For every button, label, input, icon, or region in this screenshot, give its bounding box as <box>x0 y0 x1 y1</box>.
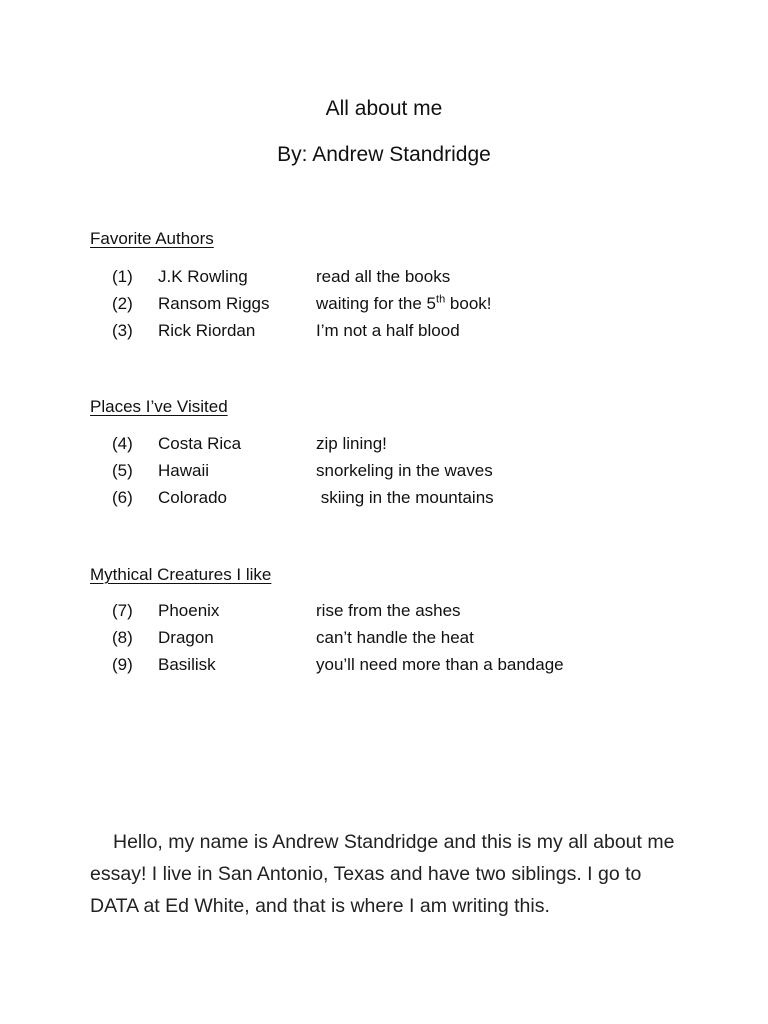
list-item <box>0 435 768 462</box>
item-note: you’ll need more than a bandage <box>316 655 564 674</box>
item-note: zip lining! <box>316 434 387 453</box>
item-note: read all the books <box>316 267 451 286</box>
item-note <box>316 295 492 312</box>
item-number: (2) <box>112 294 133 313</box>
item-note: rise from the ashes <box>316 601 461 620</box>
list-item <box>0 489 768 516</box>
list-item <box>0 629 768 656</box>
item-name: Basilisk <box>158 655 216 674</box>
list-item <box>0 322 768 349</box>
item-note-text-end: book! <box>445 294 492 313</box>
author-byline: By: Andrew Standridge <box>277 143 491 166</box>
item-number: (3) <box>112 321 133 340</box>
page-title: All about me <box>325 97 443 120</box>
item-name: Colorado <box>158 488 227 507</box>
item-name: Costa Rica <box>158 434 242 453</box>
item-number: (5) <box>112 461 133 480</box>
item-number: (4) <box>112 434 133 453</box>
item-note: can’t handle the heat <box>316 628 474 647</box>
essay-paragraph: Hello, my name is Andrew Standridge and this is my all about me essay! I live in San Antonio, Texas and have two siblings. I go to DATA at Ed White, and that is where I am writing this. <box>90 831 675 917</box>
item-name: J.K Rowling <box>158 267 248 286</box>
item-note: snorkeling in the waves <box>316 461 493 480</box>
item-number: (7) <box>112 601 133 620</box>
section-heading-favorite-authors: Favorite Authors <box>90 229 214 248</box>
item-name: Dragon <box>158 628 214 647</box>
list-item <box>0 462 768 489</box>
item-note: I’m not a half blood <box>316 321 460 340</box>
item-number: (1) <box>112 267 133 286</box>
list-item <box>0 268 768 295</box>
list-mythical-creatures <box>0 602 768 683</box>
list-item <box>0 295 768 322</box>
item-number: (8) <box>112 628 133 647</box>
item-name: Ransom Riggs <box>158 294 270 313</box>
list-favorite-authors <box>0 268 768 349</box>
item-name: Rick Riordan <box>158 321 256 340</box>
item-number: (6) <box>112 488 133 507</box>
list-item <box>0 656 768 683</box>
list-places-visited <box>0 435 768 516</box>
item-number: (9) <box>112 655 133 674</box>
item-note-text: waiting for the 5 <box>316 294 437 313</box>
section-heading-mythical-creatures: Mythical Creatures I like <box>90 565 272 584</box>
list-item <box>0 602 768 629</box>
item-name: Phoenix <box>158 601 220 620</box>
item-name: Hawaii <box>158 461 210 480</box>
item-note-superscript: th <box>436 293 446 306</box>
item-note: skiing in the mountains <box>316 488 494 507</box>
section-heading-places-visited: Places I’ve Visited <box>90 397 228 416</box>
